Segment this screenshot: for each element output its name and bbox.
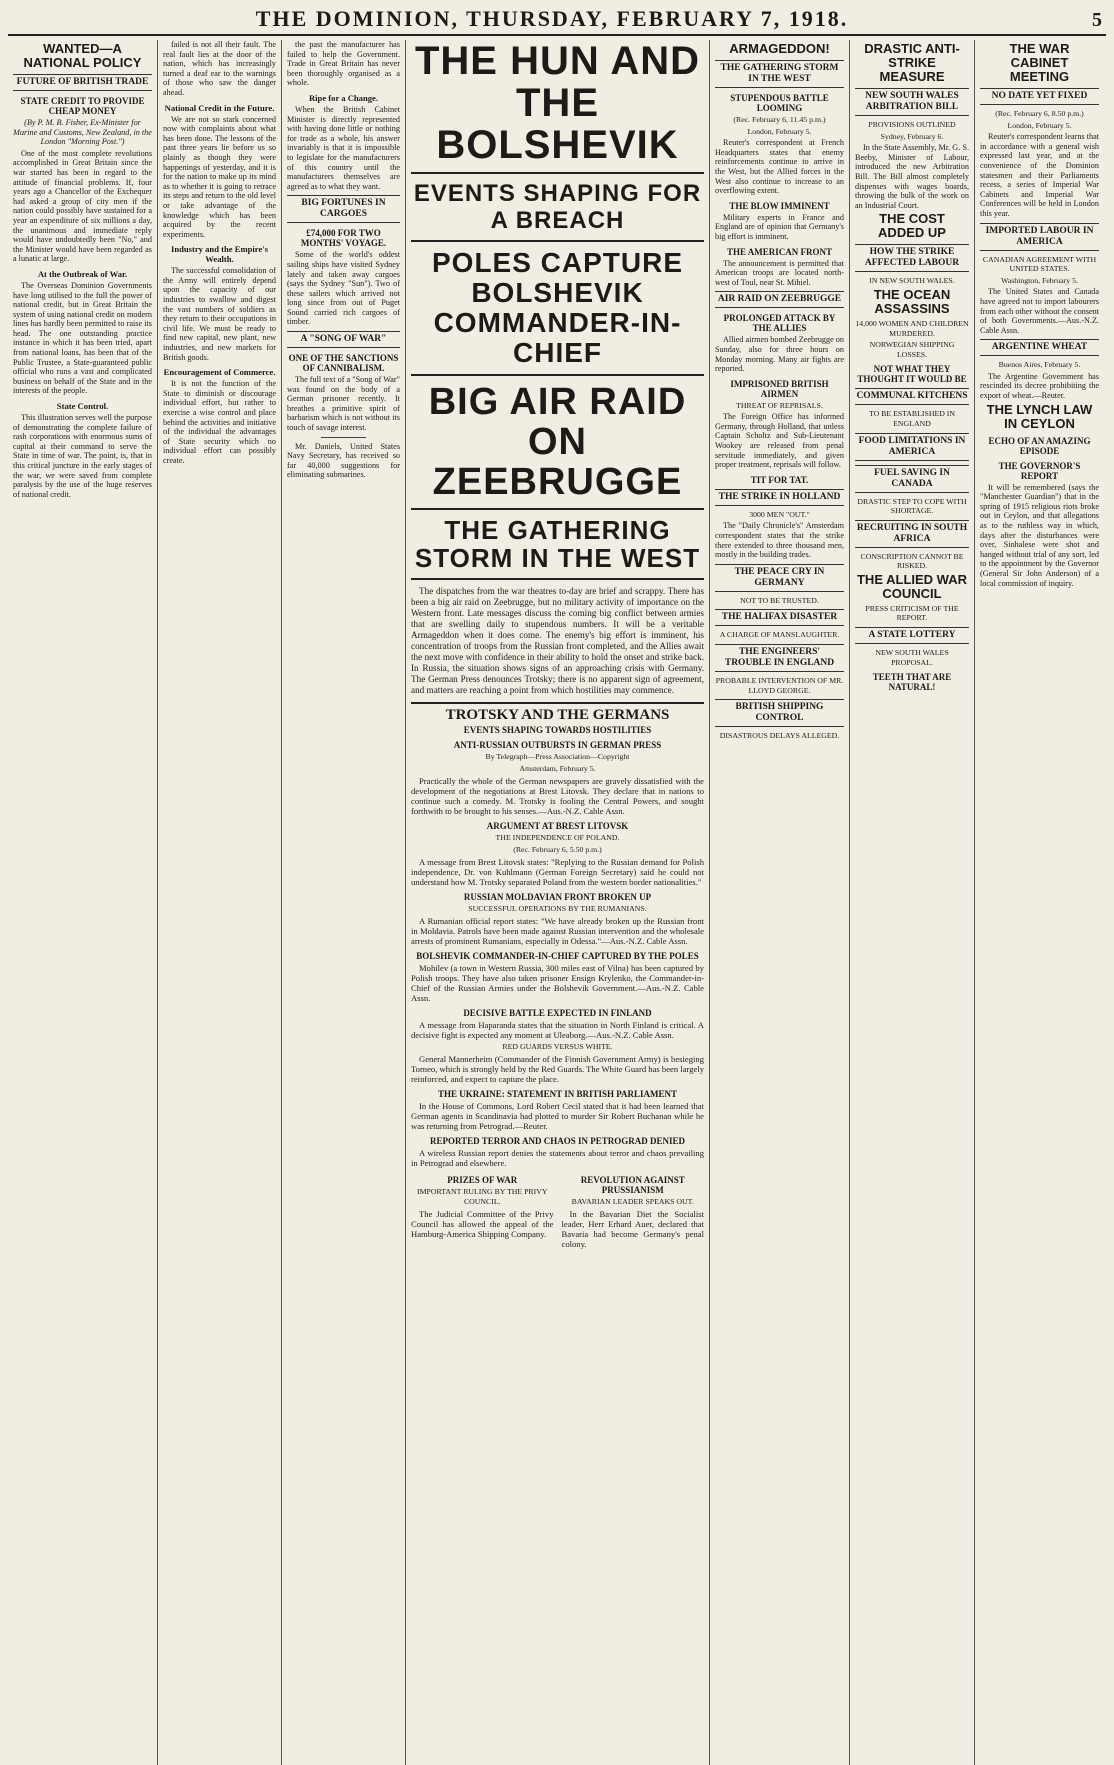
headline-recruiting: RECRUITING IN SOUTH AFRICA (855, 520, 969, 548)
headline-fuel-saving: FUEL SAVING IN CANADA (855, 465, 969, 493)
subhead-british-trade: FUTURE OF BRITISH TRADE (13, 74, 152, 91)
headline-song-of-war: A "SONG OF WAR" (287, 331, 400, 348)
advertisement-heading: TEETH THAT ARE NATURAL! (872, 672, 952, 693)
dateline: London, February 5. (747, 126, 812, 136)
subhead: NO DATE YET FIXED (980, 88, 1099, 105)
paragraph: When the British Cabinet Minister is directly represented with having done little or nothing for trade as a whole, his answer invariably is that it is impossible to legislate for the manufacturers of this country until the manufacturers themselves are agreed as to what they want. (287, 104, 400, 191)
subhead: CANADIAN AGREEMENT WITH UNITED STATES. (982, 254, 1097, 274)
subhead: STUPENDOUS BATTLE LOOMING (730, 93, 829, 113)
subhead: BOLSHEVIK COMMANDER-IN-CHIEF CAPTURED BY THE POLES (416, 951, 699, 961)
divider (411, 240, 704, 242)
deck-gathering-storm: THE GATHERING STORM IN THE WEST (414, 515, 701, 573)
column-3 (282, 40, 406, 1765)
headline-state-lottery: A STATE LOTTERY (855, 627, 969, 644)
subhead: £74,000 FOR TWO MONTHS' VOYAGE. (300, 228, 387, 249)
subhead: PROLONGED ATTACK BY THE ALLIES (723, 313, 836, 334)
divider (411, 508, 704, 510)
paragraph: Allied airmen bombed Zeebrugge on Sunday, also for three hours on Monday morning. Many air fights are reported. (715, 335, 844, 374)
subhead: NORWEGIAN SHIPPING LOSSES. (869, 340, 955, 359)
paragraph: It will be remembered (says the "Manchester Guardian") that in the spring of 1915 religious riots broke out in Ceylon, and that allegations as to the ruthless way in which, days after the disturbances were over, Sinhalese were shot and hanged without trial of any sort, led to the appointment by the Governor (General Sir John Anderson) of a local commission of inquiry. (980, 482, 1099, 588)
column-6 (850, 40, 975, 1765)
subhead: DECISIVE BATTLE EXPECTED IN FINLAND (463, 1008, 652, 1018)
headline-war-cabinet: THE WAR CABINET MEETING (1009, 41, 1070, 84)
headline-peace-cry: THE PEACE CRY IN GERMANY (715, 564, 844, 592)
paragraph: A message from Brest Litovsk states: "Replying to the Russian demand for Polish independence, Dr. von Kuhlmann (German Foreign Secretary) said he could not understand how M. Trotsky separated Poland from the western border nationalities." (411, 857, 704, 887)
headline-air-raid: AIR RAID ON ZEEBRUGGE (715, 291, 844, 308)
section-heading: State Control. (56, 401, 109, 412)
paragraph: Practically the whole of the German newspapers are gravely dissatisfied with the development of the negotiations at Brest Litovsk. They declare that in nations to continue such a comedy. M. Trotsky is fooling the Central Powers, and sought forthwith to be brought to his senses.—Aus.-N.Z. Cable Assn. (411, 776, 704, 816)
column-5 (710, 40, 850, 1765)
paragraph: We are not so stark concerned now with complaints about what has been done. The lessons of the past three years lie before us so plainly as though they were happenings of yesterday, and it is for the nation to make up its mind as to whether it is going to retrace its steps and return to the old level or take advantage of the knowledge which has been acquired by the recent experiments. (163, 114, 276, 239)
paragraph: It is not the function of the State to diminish or discourage individual effort, but rather to exercise a wise control and place behind the activities and initiative of the individual the advantages of State security which no individual effort can possibly create. (163, 379, 276, 465)
subhead: THE UKRAINE: STATEMENT IN BRITISH PARLIAMENT (437, 1089, 678, 1099)
paragraph: Reuter's correspondent at French Headquarters states that enemy reinforcements continue to arrive in the West, but the Allied forces in the West also continue to increase to an overflowing extent. (715, 138, 844, 196)
headline-halifax: THE HALIFAX DISASTER (715, 609, 844, 626)
headline-engineers: THE ENGINEERS' TROUBLE IN ENGLAND (715, 644, 844, 672)
subhead: NOT TO BE TRUSTED. (740, 595, 819, 605)
paragraph: The Foreign Office has informed Germany, through Holland, that unless Captain Scholtz and Sub-Lieutenant Wookey are released from penal servitude immediately, and given proper treatment, reprisals will follow. (715, 412, 844, 470)
headline-armageddon: ARMAGEDDON! (729, 41, 830, 56)
deck-air-raid: BIG AIR RAID ON ZEEBRUGGE (428, 381, 687, 503)
subhead: ONE OF THE SANCTIONS OF CANNIBALISM. (288, 353, 399, 374)
subhead: SUCCESSFUL OPERATIONS BY THE RUMANIANS. (468, 904, 647, 913)
subhead: A CHARGE OF MANSLAUGHTER. (719, 630, 840, 640)
subhead: ECHO OF AN AMAZING EPISODE (988, 435, 1091, 456)
headline-national-policy: WANTED—A NATIONAL POLICY (23, 41, 142, 70)
deck-poles: POLES CAPTURE BOLSHEVIK COMMANDER-IN-CHIEF (431, 247, 684, 368)
headline-ocean-assassins: THE OCEAN ASSASSINS (873, 286, 951, 316)
subhead: EVENTS SHAPING TOWARDS HOSTILITIES (463, 725, 652, 735)
column-4-main-story (406, 40, 710, 1765)
paragraph: A Rumanian official report states: "We have already broken up the Russian front in Moldavia. Patrols have been made against Russian intervention and the wholesale arrests of prominent Rumanians, especially in Odessa."—Aus.-N.Z. Cable Assn. (411, 916, 704, 946)
subhead: THE INDEPENDENCE OF POLAND. (495, 833, 620, 842)
subhead: PROBABLE INTERVENTION OF MR. LLOYD GEORGE. (715, 676, 844, 695)
main-headline: THE HUN AND THE BOLSHEVIK (414, 40, 701, 167)
subhead: IN NEW SOUTH WALES. (869, 276, 955, 286)
paragraph: One of the most complete revolutions accomplished in Great Britain since the war started has been in regard to the attitude of financial problems. If, four years ago a Chancellor of the Exchequer had asked a group of city men if the nation could possibly have sustained for a year an expenditure of six millions a day, the unanimous and immediate reply would have undoubtedly been "No," and the Minister would have been regarded as a lunatic at large. (13, 148, 152, 264)
headline-strike-holland: THE STRIKE IN HOLLAND (715, 489, 844, 506)
prizes-of-war (411, 1170, 554, 1251)
subhead: THREAT OF REPRISALS. (736, 400, 823, 410)
headline-big-fortunes: BIG FORTUNES IN CARGOES (287, 195, 400, 223)
subhead: IMPRISONED BRITISH AIRMEN (730, 378, 829, 399)
headline-imported-labour: IMPORTED LABOUR IN AMERICA (980, 223, 1099, 251)
received-time: (Rec. February 6, 8.50 p.m.) (995, 109, 1084, 118)
subhead: DISASTROUS DELAYS ALLEGED. (719, 731, 840, 741)
subhead: REVOLUTION AGAINST PRUSSIANISM (580, 1175, 685, 1195)
paragraph: The Argentine Government has rescinded its decree prohibiting the export of wheat.—Reuter. (980, 371, 1099, 401)
subhead: REPORTED TERROR AND CHAOS IN PETROGRAD DENIED (429, 1136, 686, 1146)
section-heading: Encouragement of Commerce. (163, 367, 276, 378)
section-heading: Ripe for a Change. (308, 92, 379, 103)
byline: (By P. M. B. Fisher, Ex-Minister for Marine and Customs, New Zealand, in the London "Morning Post.") (13, 118, 152, 147)
paragraph: The successful consolidation of the Army will entirely depend upon the capacity of our industries to swallow and digest the vast numbers of soldiers as they return to their occupations in civil life. We must be ready to find new capital, new plant, new industries, and new markets for British goods. (163, 266, 276, 362)
dateline: Buenos Aires, February 5. (998, 360, 1081, 370)
divider (411, 374, 704, 376)
headline-communal-kitchens: COMMUNAL KITCHENS (855, 388, 969, 405)
subhead: HOW THE STRIKE AFFECTED LABOUR (855, 244, 969, 272)
subhead: THE GATHERING STORM IN THE WEST (715, 60, 844, 88)
divider (321, 437, 366, 438)
subhead: NOT WHAT THEY THOUGHT IT WOULD BE (857, 364, 967, 385)
subhead: BAVARIAN LEADER SPEAKS OUT. (571, 1197, 694, 1206)
subhead: THE GOVERNOR'S REPORT (998, 460, 1081, 481)
subhead: NEW SOUTH WALES ARBITRATION BILL (855, 88, 969, 116)
paragraph: A wireless Russian report denies the statements about terror and chaos prevailing in Petrograd and elsewhere. (411, 1148, 704, 1168)
paragraph: The announcement is permitted that American troops are located north-west of Toul, near St. Mihiel. (715, 258, 844, 287)
masthead (8, 6, 1106, 36)
subhead: ARGUMENT AT BREST LITOVSK (486, 821, 629, 831)
paragraph: Some of the world's oddest sailing ships have visited Sydney lately and taken away cargoes (says the Sydney "Sun"). Two of these sailers which arrived not long since from out of Puget Sound carried rich cargoes of timber. (287, 250, 400, 327)
paragraph: This illustration serves well the purpose of demonstrating the complete failure of rash corporations with enormous sums of capital at their command to serve the State in time of war. The point, is, that in this critical juncture in the early stages of the war, we were saved from complete paralysis by the use of the huge reserves of national credit. (13, 413, 152, 499)
paragraph: The United States and Canada have agreed not to import labourers from each other without the consent of both Governments.—Aus.-N.Z. Cable Assn. (980, 287, 1099, 335)
paragraph: In the State Assembly, Mr. G. S. Beeby, Minister of Labour, introduced the new Arbitration Bill. The Bill almost completely dispenses with wages boards, throwing the bulk of the work on an Industrial Court. (855, 143, 969, 210)
subhead: ANTI-RUSSIAN OUTBURSTS IN GERMAN PRESS (453, 740, 662, 750)
paragraph: Military experts in France and England are of opinion that Germany's big effort is imminent. (715, 212, 844, 241)
paragraph: the past the manufacturer has failed to help the Government. Trade in Great Britain has never been thoroughly organised as a whole. (287, 40, 400, 88)
column-7 (975, 40, 1104, 1765)
section-heading: National Credit in the Future. (164, 102, 275, 113)
agency-credit: By Telegraph—Press Association—Copyright (485, 752, 630, 761)
paragraph: failed is not all their fault. The real fault lies at the door of the nation, which has increasingly turned a deaf ear to the warnings of those who saw the danger ahead. (163, 40, 276, 97)
revolution-prussianism (562, 1170, 705, 1251)
deck-breach: EVENTS SHAPING FOR A BREACH (413, 180, 702, 234)
divider (411, 172, 704, 174)
subhead: PRIZES OF WAR (447, 1175, 518, 1185)
paragraph: In the Bavarian Diet the Socialist leader, Herr Erhard Auer, declared that Bavaria had become Germany's penal colony. (561, 1209, 704, 1249)
paragraph: General Mannerheim (Commander of the Finnish Government Army) is besieging Torneo, which is strongly held by the Red Guards. The White Guard has been largely reinforced, and expect to capture the place. (411, 1054, 704, 1084)
section-heading: At the Outbreak of War. (37, 268, 128, 279)
subhead: TO BE ESTABLISHED IN ENGLAND (868, 409, 956, 428)
dateline: London, February 5. (1007, 120, 1072, 130)
headline-lynch-law: THE LYNCH LAW IN CEYLON (986, 401, 1093, 431)
divider (411, 702, 704, 704)
received-time: (Rec. February 6, 11.45 p.m.) (733, 115, 826, 124)
subhead: CONSCRIPTION CANNOT BE RISKED. (860, 551, 964, 571)
headline-food-limitations: FOOD LIMITATIONS IN AMERICA (855, 433, 969, 461)
page-number: 5 (1092, 9, 1102, 31)
subhead: PRESS CRITICISM OF THE REPORT. (865, 603, 959, 623)
paragraph: The "Daily Chronicle's" Amsterdam correspondent states that the strike there extended to three thousand men, mostly in the building trades. (715, 521, 844, 560)
subhead: 3000 MEN "OUT." (749, 509, 810, 519)
subhead: RUSSIAN MOLDAVIAN FRONT BROKEN UP (463, 892, 652, 902)
subhead: IMPORTANT RULING BY THE PRIVY COUNCIL. (417, 1187, 548, 1206)
dateline: Sydney, February 6. (880, 131, 944, 141)
subhead-state-credit: STATE CREDIT TO PROVIDE CHEAP MONEY (20, 96, 145, 116)
headline-cost-added-up: THE COST ADDED UP (878, 211, 946, 241)
headline-allied-war-council: THE ALLIED WAR COUNCIL (856, 571, 967, 601)
paragraph: In the House of Commons, Lord Robert Cecil stated that it had been learned that German agents in Scandinavia had plotted to murder Sir Robert Buchanan while he was returning from Petrograd.—Reuter. (411, 1101, 704, 1131)
paragraph: Reuter's correspondent learns that in accordance with a general wish expressed last year, and at the convenience of the Dominion statesmen and their Parliaments recess, a series of Imperial War Cabinets and Imperial War Conferences will be held in London this year. (980, 132, 1099, 218)
dateline: Amsterdam, February 5. (519, 764, 596, 773)
paragraph: The Judicial Committee of the Privy Council has allowed the appeal of the Hamburg-America Shipping Company. (411, 1209, 554, 1239)
bottom-two-columns (411, 1170, 704, 1251)
divider (411, 578, 704, 580)
column-1 (8, 40, 158, 1765)
dateline: Washington, February 5. (1001, 275, 1078, 285)
column-2 (158, 40, 282, 1765)
subhead: RED GUARDS VERSUS WHITE. (502, 1042, 613, 1051)
subhead: THE BLOW IMMINENT (729, 200, 830, 211)
subhead: THE AMERICAN FRONT (726, 246, 832, 257)
paragraph: The full text of a "Song of War" was found on the body of a German prisoner recently. It breathes a primitive spirit of barbarism which is not without its touch of savage interest. (287, 375, 400, 433)
subhead: PROVISIONS OUTLINED (868, 120, 956, 129)
paragraph: The Overseas Dominion Governments have long utilised to the full the power of national credit, but in Great Britain the system of using national credit on modern lines has hardly been permitted to raise its head. The one outstanding practice instance in which it has been tried, apart from national loans, has been that of the Public Trustee, a State-guaranteed public official who runs a vast and complicated business on behalf of the State and in the interests of the people. (13, 280, 152, 396)
columns (8, 40, 1106, 1765)
paragraph: Mr. Daniels, United States Navy Secretary, has received so far 40,000 suggestions for eliminating submarines. (287, 441, 400, 480)
masthead-title: THE DOMINION, THURSDAY, FEBRUARY 7, 1918. (255, 6, 849, 31)
paragraph: Mohilev (a town in Western Russia, 300 miles east of Vilna) has been captured by Polish troops. They have also taken prisoner Ensign Krylenko, the Commander-in-Chief of the Russian Armies under the Bolshevik Government.—Aus.-N.Z. Cable Assn. (411, 963, 704, 1003)
lead-paragraph: The dispatches from the war theatres to-day are brief and scrappy. There has been a big air raid on Zeebrugge, but no military activity of importance on the Western front. Late messages discuss the coming big conflict between armies that are swelling daily to stupendous numbers. It will be a veritable Armageddon when it does come. The enemy's big effort is imminent, his concentration of troops from the Russian front completed, and the Allies await the next move with confidence in their ability to hold the onset and strike back. In Russia, the situation shows signs of an approaching crisis with Germany. The German Press denounces Trotsky; there is no apparent sign of agreement, and matters are reaching a point from which hostilities may commence. (411, 586, 704, 695)
section-heading: Industry and the Empire's Wealth. (170, 244, 269, 265)
subhead: DRASTIC STEP TO COPE WITH SHORTAGE. (857, 496, 967, 516)
paragraph: A message from Haparanda states that the situation in North Finland is critical. A decisive fight is expected any moment at Uleaborg.—Aus.-N.Z. Cable Assn. (411, 1020, 704, 1040)
subhead: NEW SOUTH WALES PROPOSAL. (875, 648, 949, 667)
headline-argentine-wheat: ARGENTINE WHEAT (980, 339, 1099, 356)
headline-trotsky: TROTSKY AND THE GERMANS (445, 707, 670, 723)
subhead: TIT FOR TAT. (750, 474, 809, 485)
received-time: (Rec. February 6, 5.50 p.m.) (513, 845, 602, 854)
subhead: 14,000 WOMEN AND CHILDREN MURDERED. (855, 318, 969, 338)
headline-anti-strike: DRASTIC ANTI-STRIKE MEASURE (864, 41, 960, 84)
headline-shipping-control: BRITISH SHIPPING CONTROL (715, 699, 844, 727)
